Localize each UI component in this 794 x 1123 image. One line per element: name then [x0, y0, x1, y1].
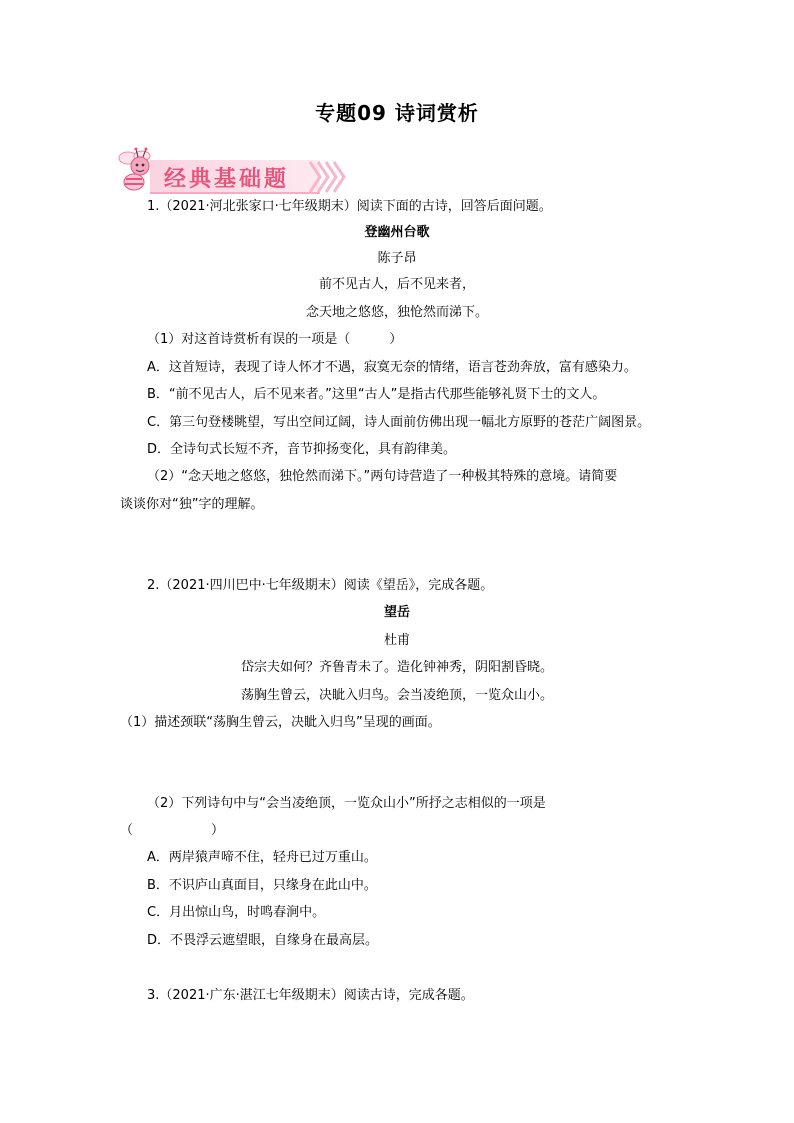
q2-answer-paren: （ ） [120, 823, 225, 838]
section-banner [114, 146, 354, 196]
q2-poem-line: 岱宗夫如何？齐鲁青未了。造化钟神秀，阴阳割昏晓。 [240, 660, 553, 675]
bee-icon [119, 148, 150, 191]
q1-author: 陈子昂 [377, 251, 417, 266]
q2-sub1: （1）描述颈联“荡胸生曾云，决眦入归鸟”呈现的画面。 [120, 715, 441, 730]
q1-poem-line: 念天地之悠悠，独怆然而涕下。 [305, 305, 488, 320]
q2-stem: 2.（2021·四川巴中·七年级期末）阅读《望岳》，完成各题。 [147, 578, 494, 593]
q1-sub2: （2）“念天地之悠悠，独怆然而涕下。”两句诗营造了一种极其特殊的意境。请简要 [147, 469, 618, 484]
q2-option-c: C．月出惊山鸟，时鸣春涧中。 [147, 905, 326, 920]
q1-sub2-cont: 谈谈你对“独”字的理解。 [120, 497, 264, 512]
q2-option-a: A．两岸猿声啼不住，轻舟已过万重山。 [147, 850, 377, 865]
q2-author: 杜甫 [383, 633, 410, 648]
q1-option-b: B．“前不见古人，后不见来者。”这里“古人”是指古代那些能够礼贤下士的文人。 [147, 387, 606, 402]
q1-poem-line: 前不见古人，后不见来者， [318, 277, 475, 292]
q1-option-d: D．全诗句式长短不齐，音节抑扬变化，具有韵律美。 [147, 442, 457, 457]
page-title: 专题09 诗词赏析 [315, 101, 479, 125]
q2-sub2: （2）下列诗句中与“会当凌绝顶，一览众山小”所抒之志相似的一项是 [147, 796, 546, 811]
q1-sub1: （1）对这首诗赏析有误的一项是（ ） [147, 332, 403, 347]
q1-poem-title: 登幽州台歌 [364, 225, 430, 240]
q2-option-d: D．不畏浮云遮望眼，自缘身在最高层。 [147, 933, 379, 948]
q1-option-a: A．这首短诗，表现了诗人怀才不遇，寂寞无奈的情绪，语言苍劲奔放，富有感染力。 [147, 360, 637, 375]
q1-stem: 1.（2021·河北张家口·七年级期末）阅读下面的古诗，回答后面问题。 [147, 199, 552, 214]
q3-stem: 3.（2021·广东·湛江七年级期末）阅读古诗，完成各题。 [147, 988, 474, 1003]
q2-option-b: B．不识庐山真面目，只缘身在此山中。 [147, 878, 377, 893]
q2-poem-line: 荡胸生曾云，决眦入归鸟。会当凌绝顶，一览众山小。 [240, 688, 553, 703]
section-banner-label: 经典基础题 [164, 167, 290, 192]
q2-poem-title: 望岳 [383, 605, 410, 620]
q1-option-c: C．第三句登楼眺望，写出空间辽阔，诗人面前仿佛出现一幅北方原野的苍茫广阔图景。 [147, 415, 651, 430]
